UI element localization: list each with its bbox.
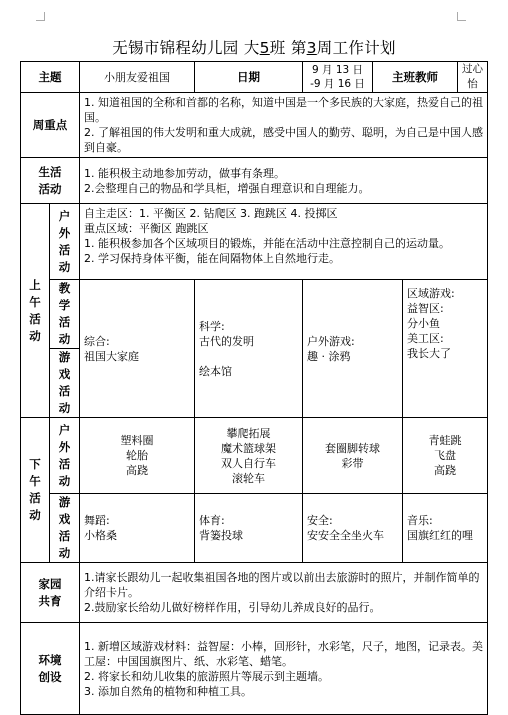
focus-content: [80, 93, 488, 158]
morning-cell-science: 科学: 古代的发明 绘本馆: [195, 280, 303, 418]
afternoon-outdoor-cell: 套圈脚转球 彩带: [303, 418, 403, 494]
morning-cell-outdoor-game: 户外游戏: 趣 · 涂鸦: [303, 280, 403, 418]
environment-item: 2. 将家长和幼儿收集的旅游照片等展示到主题墙。: [84, 669, 329, 683]
teacher-value: 过心怡: [458, 62, 488, 93]
focus-label: 周重点: [21, 93, 80, 158]
life-row: [21, 158, 488, 204]
page-corner-mark: [36, 12, 45, 21]
family-item: 1.请家长跟幼儿一起收集祖国各地的图片或以前出去旅游时的照片，并制作简单的介绍卡片。: [84, 571, 480, 599]
morning-activity-row: [21, 280, 488, 349]
morning-cell-area-game: 区域游戏: 益智区: 分小鱼 美工区: 我长大了: [403, 280, 488, 418]
life-content: [80, 158, 488, 204]
afternoon-game-label: 游戏活动: [50, 494, 80, 563]
afternoon-game-cell: 安全: 安安全全坐火车: [303, 494, 403, 563]
family-label: 家园共育: [21, 563, 80, 623]
morning-game-label: 游戏活动: [50, 349, 80, 418]
afternoon-outdoor-row: [21, 418, 488, 494]
family-item: 2.鼓励家长给幼儿做好榜样作用，引导幼儿养成良好的品行。: [84, 601, 381, 614]
morning-cell-comprehensive: 综合: 祖国大家庭: [80, 280, 195, 418]
morning-outdoor-row: [21, 204, 488, 280]
afternoon-game-cell: 音乐: 国旗红红的哩: [403, 494, 488, 563]
afternoon-label: 下午活动: [21, 418, 50, 563]
life-item: 1. 能积极主动地参加劳动，做事有条理。: [84, 166, 285, 180]
morning-label: 上午活动: [21, 204, 50, 418]
week-number: 3: [306, 39, 317, 57]
environment-row: [21, 623, 488, 715]
morning-outdoor-label: 户外活动: [50, 204, 80, 280]
life-label: 生活活动: [21, 158, 80, 204]
afternoon-outdoor-cell: 塑料圈 轮胎 高跷: [80, 418, 195, 494]
focus-row: [21, 93, 488, 158]
environment-label: 环境创设: [21, 623, 80, 715]
morning-outdoor-content: 自主走区：1. 平衡区 2. 钻爬区 3. 跑跳区 4. 投掷区 重点区域：平衡区 跑跳区 1. 能积极参加各个区域项目的锻炼，并能在活动中注意控制自己的运动量。 2. 学习保持身体平衡，能在间隔物体上自然地行走。: [80, 204, 488, 280]
date-value: 9 月 13 日 -9 月 16 日: [303, 62, 373, 93]
environment-item: 1. 新增区域游戏材料：益智屋：小棒，回形针，水彩笔，尺子，地图，记录表。美工屋：中国国旗图片、纸、水彩笔、蜡笔。: [84, 639, 483, 668]
afternoon-game-row: [21, 494, 488, 563]
theme-label: 主题: [21, 62, 80, 93]
family-row: [21, 563, 488, 623]
focus-item: 2. 了解祖国的伟大发明和重大成就，感受中国人的勤劳、聪明，为自己是中国人感到自豪。: [84, 126, 483, 154]
environment-item: 3. 添加自然角的植物和种植工具。: [84, 684, 252, 698]
afternoon-outdoor-cell: 攀爬拓展 魔术篮球架 双人自行车 滚轮车: [195, 418, 303, 494]
header-row: [21, 62, 488, 93]
focus-item: 1. 知道祖国的全称和首都的名称，知道中国是一个多民族的大家庭，热爱自己的祖国。: [84, 96, 483, 124]
weekly-plan-table: [20, 61, 488, 715]
page-corner-mark: [457, 12, 466, 21]
date-label: 日期: [195, 62, 303, 93]
life-item: 2.会整理自己的物品和学具柜，增强自理意识和自理能力。: [84, 181, 370, 195]
environment-content: [80, 623, 488, 715]
afternoon-outdoor-cell: 青蛙跳 飞盘 高跷: [403, 418, 488, 494]
afternoon-game-cell: 舞蹈: 小格桑: [80, 494, 195, 563]
page-title: 无锡市锦程幼儿园 大5班 第3周工作计划: [112, 39, 396, 57]
afternoon-outdoor-label: 户外活动: [50, 418, 80, 494]
teacher-label: 主班教师: [373, 62, 458, 93]
family-content: [80, 563, 488, 623]
afternoon-game-cell: 体育: 背篓投球: [195, 494, 303, 563]
theme-value: 小朋友爱祖国: [80, 62, 195, 93]
teaching-label: 教学活动: [50, 280, 80, 349]
class-number: 5: [259, 39, 270, 57]
